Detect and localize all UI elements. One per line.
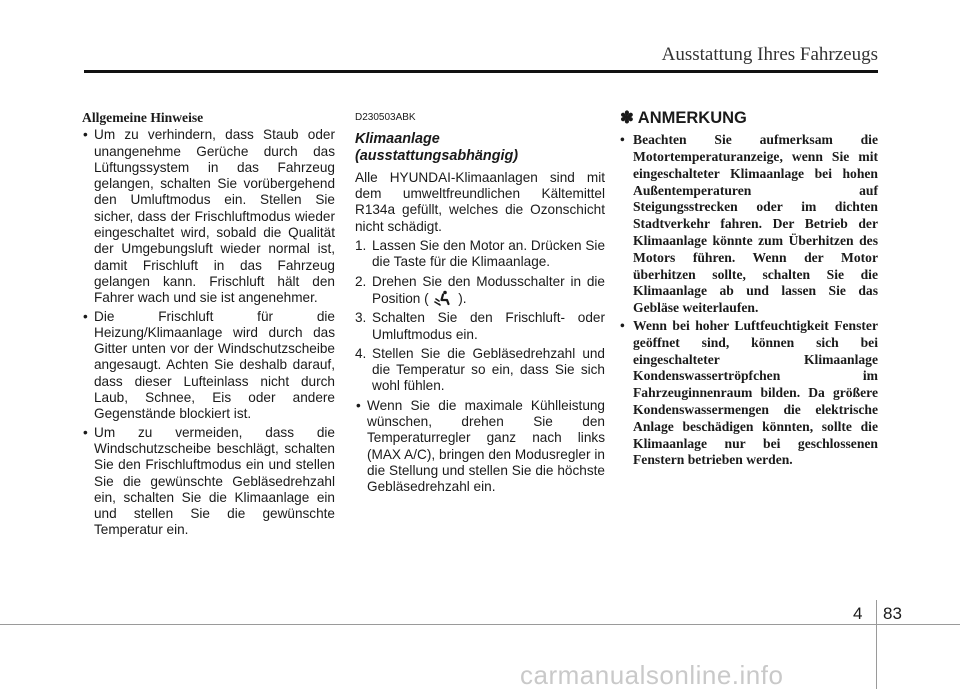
note-text: Beachten Sie aufmerksam die Motortemperaturanzeige, wenn Sie mit eingeschalteter Klimaanlage bei hohen Außentemperaturen auf Steigungsstrecken oder im dichten Stadtverkehr fahren. Der Betrieb der Klimaanlage könnte zum Überhitzen des Motors führen. Wenn der Motor überhitzen sollte, schalten Sie die Klimaanlage ab und lassen Sie das Gebläse weiterlaufen. (633, 132, 878, 316)
footer-divider (876, 600, 877, 689)
general-note-text: Die Frischluft für die Heizung/Klimaanlage wird durch das Gitter unten vor der Windschutzscheibe angesaugt. Achten Sie deshalb darauf, dass dieser Lufteinlass nicht durch Laub, Schnee, Eis oder andere Gegenstände blockiert ist. (94, 308, 335, 422)
step-number: 3. (355, 310, 367, 326)
step-text: Drehen Sie den Modusschalter in die Position ( (372, 273, 605, 306)
step-text: Stellen Sie die Gebläsedrehzahl und die Temperatur so ein, dass Sie sich wohl fühlen. (372, 345, 605, 394)
general-notes-heading: Allgemeine Hinweise (82, 110, 204, 125)
step-item (355, 346, 605, 395)
bullet-dot: • (356, 397, 361, 413)
general-note-text: Um zu vermeiden, dass die Windschutzscheibe beschlägt, schalten Sie den Frischluftmodus ein und stellen Sie die gewünschte Gebläsedrehzahl ein, schalten Sie die Klimaanlage ein und stellen Sie die gewünschte Temperatur ein. (94, 424, 335, 538)
note-heading: ✽ ANMERKUNG (620, 109, 747, 127)
general-note-item (82, 425, 335, 539)
bullet-dot: • (83, 308, 88, 324)
step-number: 4. (355, 345, 367, 361)
step-item (355, 310, 605, 343)
page-number: 83 (883, 604, 902, 623)
step-text-end: ). (458, 290, 467, 306)
step-item (355, 274, 605, 308)
header-rule (84, 70, 878, 73)
general-note-item (82, 127, 335, 306)
step-text: Schalten Sie den Frischluft- oder Umluftmodus ein. (372, 310, 605, 342)
step-number: 1. (355, 238, 367, 254)
bullet-dot: • (83, 127, 88, 143)
column-general-notes (82, 110, 335, 541)
general-note-text: Um zu verhindern, dass Staub oder unangenehme Gerüche durch das Lüftungssystem in das Fahrzeug gelangen, schalten Sie vorübergehend den Umluftmodus ein. Stellen Sie sicher, dass der Frischluftmodus wieder eingeschaltet wird, sobald die Qualität der Umgebungsluft wieder normal ist, damit Frischluft in das Fahrzeug gelangen kann. Frischluft hält den Fahrer wach und sie ist angenehmer. (94, 127, 335, 306)
bullet-dot: • (620, 132, 625, 148)
column-note (620, 110, 878, 470)
watermark-text: carmanualsonline.info (520, 660, 784, 690)
note-item (620, 318, 878, 469)
step-text: Lassen Sie den Motor an. Drücken Sie die Taste für die Klimaanlage. (372, 238, 605, 270)
air-conditioning-intro: Alle HYUNDAI-Klimaanlagen sind mit dem umweltfreundlichen Kältemittel R134a gefüllt, welches die Ozonschicht nicht schädigt. (355, 169, 605, 234)
section-code: D230503ABK (355, 112, 416, 123)
column-air-conditioning (355, 110, 605, 498)
note-item (620, 132, 878, 317)
step-number: 2. (355, 273, 367, 289)
page-header-title: Ausstattung Ihres Fahrzeugs (661, 44, 878, 65)
max-cooling-text: Wenn Sie die maximale Kühlleistung wünschen, drehen Sie den Temperaturregler ganz nach links (MAX A/C), bringen den Modusregler in die Stellung und stellen Sie die höchste Gebläsedrehzahl ein. (367, 397, 605, 495)
air-conditioning-heading: Klimaanlage (ausstattungsabhängig) (355, 131, 519, 164)
general-note-item (82, 309, 335, 423)
footer-rule (0, 624, 960, 625)
max-cooling-item (355, 398, 605, 496)
bullet-dot: • (83, 424, 88, 440)
chapter-number: 4 (853, 604, 863, 623)
floor-mode-icon (433, 290, 453, 306)
bullet-dot: • (620, 318, 625, 334)
note-text: Wenn bei hoher Luftfeuchtigkeit Fenster geöffnet sind, können sich bei eingeschalteter Klimaanlage Kondenswassertröpfchen im Fahrzeuginnenraum bilden. Da größere Kondenswassermengen die elektrische Anlage beschädigen könnten, sollte die Klimaanlage nur bei geschlossenen Fenstern betrieben werden. (633, 318, 878, 468)
step-item (355, 238, 605, 271)
